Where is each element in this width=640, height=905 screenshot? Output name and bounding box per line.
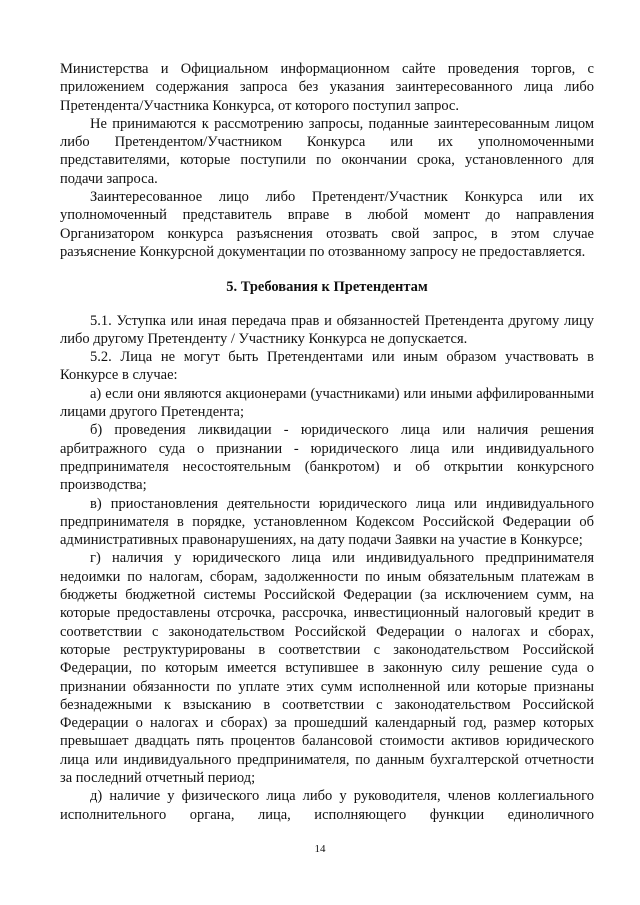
paragraph-withdraw-request: Заинтересованное лицо либо Претендент/Участник Конкурса или их уполномоченный представитель вправе в любой момент до направления Организатором конкурса разъяснения отозвать свой запрос, в этом случае разъяснение Конкурсной документации по отозванному запросу не предоставляется. [60,189,594,260]
paragraph-late-requests: Не принимаются к рассмотрению запросы, поданные заинтересованным лицом либо Претендентом/Участником Конкурса или их уполномоченными представителями, которые поступили по окончании срока, установленного для подачи запроса. [60,115,594,187]
list-item-v: в) приостановления деятельности юридического лица или индивидуального предпринимателя в порядке, установленном Кодексом Российской Федерации об административных правонарушениях, на дату подачи Заявки на участие в Конкурсе; [60,495,594,549]
paragraph-intro: Министерства и Официальном информационном сайте проведения торгов, с приложением содержания запроса без указания заинтересованного лица либо Претендента/Участника Конкурса, от которого поступил запрос. [60,61,594,114]
list-item-a: а) если они являются акционерами (участниками) или иными аффилированными лицами другого Претендента; [60,385,594,421]
page-number: 14 [314,843,326,855]
list-item-g: г) наличия у юридического лица или индивидуального предпринимателя недоимки по налогам, сборам, задолженности по иным обязательным платежам в бюджеты бюджетной системы Российской Федерации (за исключением сумм, на которые предоставлены отсрочка, рассрочка, инвестиционный налоговый кредит в соответствии с законодательством Российской Федерации о налогах и сборах, которые реструктурированы в соответствии с законодательством Российской Федерации, по которым имеется вступившее в законную силу решение суда о признании обязанности по уплате этих сумм исполненной или которые признаны безнадежными к взысканию в соответствии с законодательством Российской Федерации о налогах и сборах) за прошедший календарный год, размер которых превышает двадцать пять процентов балансовой стоимости активов юридического лица или индивидуального предпринимателя, по данным бухгалтерской отчетности за последний отчетный период; [60,550,594,786]
paragraph-5-2: 5.2. Лица не могут быть Претендентами или иным образом участвовать в Конкурсе в случае: [60,349,594,384]
list-item-b: б) проведения ликвидации - юридического лица или наличия решения арбитражного суда о признании - юридического лица или индивидуального предпринимателя несостоятельным (банкротом) и об открытии конкурсного производства; [60,422,594,494]
list-item-d: д) наличие у физического лица либо у руководителя, членов коллегиального исполнительного органа, лица, исполняющего функции единоличного [60,788,594,823]
document-page [60,60,594,824]
section-title: 5. Требования к Претендентам [226,279,428,296]
paragraph-5-1: 5.1. Уступка или иная передача прав и обязанностей Претендента другому лицу либо другому Претенденту / Участнику Конкурса не допускается. [60,312,594,347]
